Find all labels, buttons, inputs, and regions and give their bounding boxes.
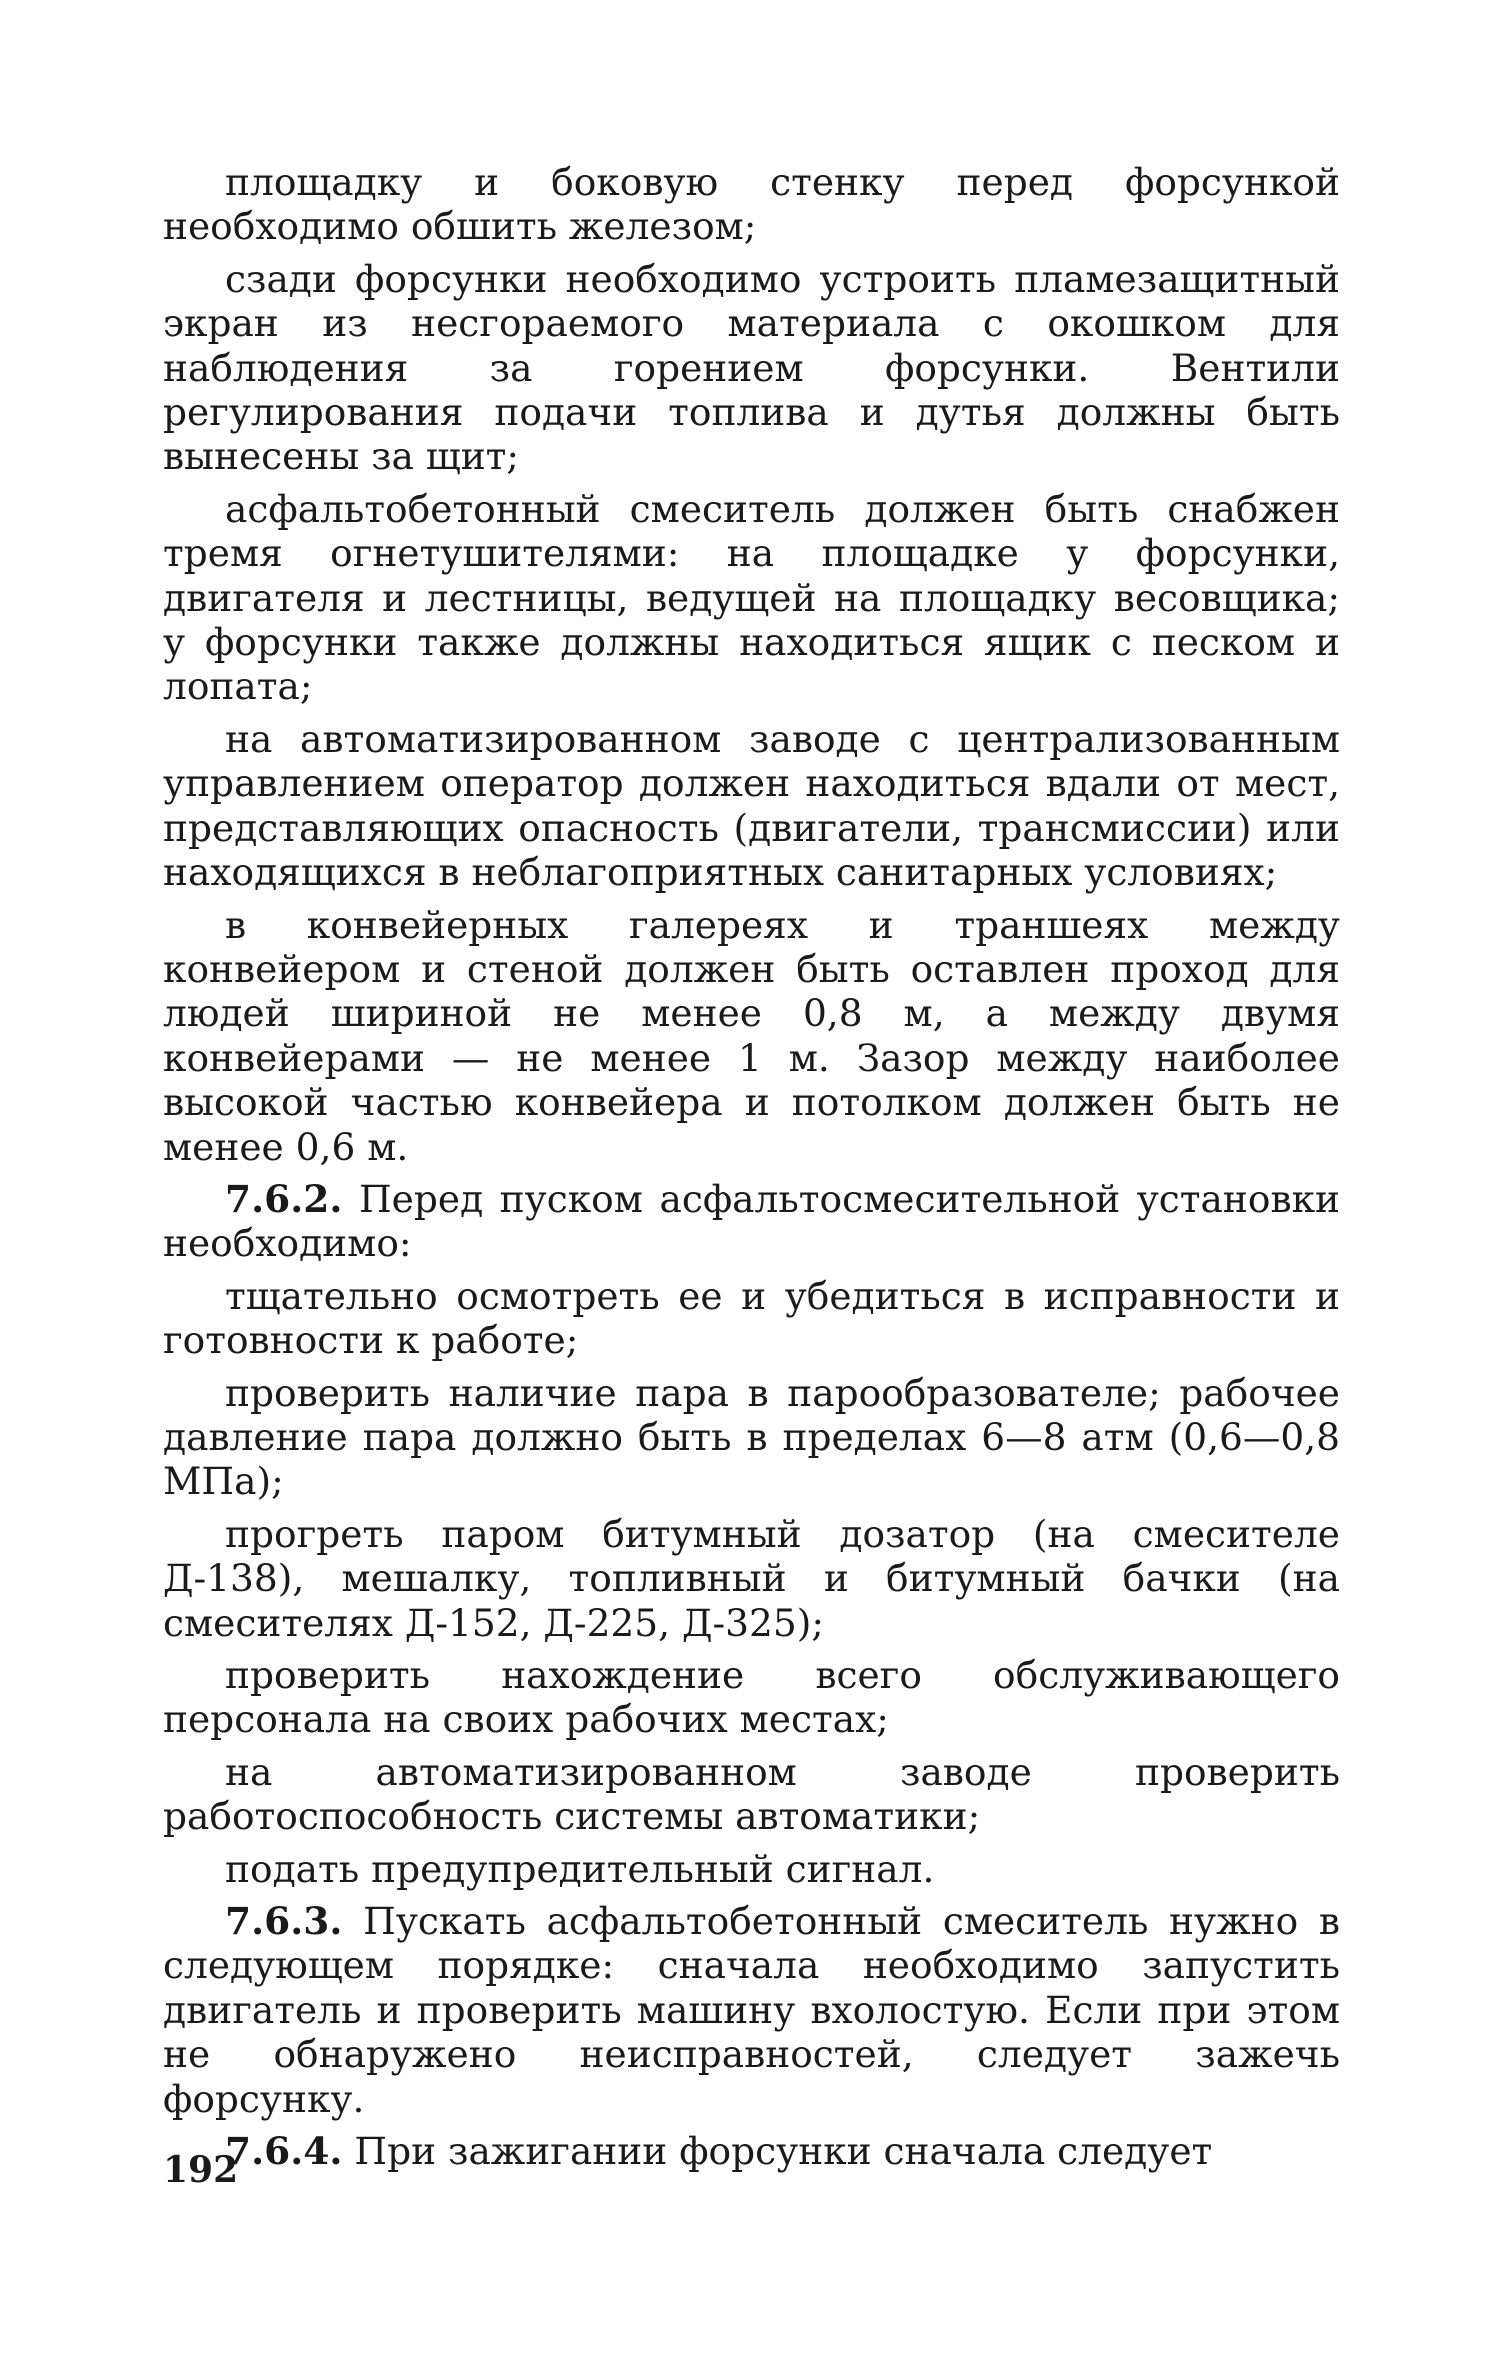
paragraph [163,257,1340,479]
paragraph-text: тщательно осмотреть ее и убедиться в исправности и готовности к работе; [163,1273,1340,1363]
paragraph [163,1899,1340,2121]
paragraph [163,2129,1340,2173]
paragraph [163,717,1340,895]
paragraph-text: проверить нахождение всего обслуживающего персонала на своих рабочих местах; [163,1653,1340,1742]
paragraph-text: в конвейерных галереях и траншеях между конвейером и стеной должен быть оставлен проход для людей шириной не менее 0,8 м, а между двумя конвейерами — не менее 1 м. Зазор между наиболее высокой частью конвейера и потолком должен быть не менее 0,6 м. [163,902,1340,1169]
section-number: 7.6.2. [225,1176,343,1221]
paragraph [163,1653,1340,1742]
paragraph-text: асфальтобетонный смеситель должен быть снабжен тремя огнетушителями: на площадке у форсунки, двигателя и лестницы, ведущей на площадку весовщика; у форсунки также должны находиться ящик с песком и лопата; [163,486,1340,709]
paragraph-text: Перед пуском асфальтосмесительной установки необходимо: [163,1176,1340,1266]
paragraph-text: на автоматизированном заводе с централизованным управлением оператор должен находиться вдали от мест, представляющих опасность (двигатели, трансмиссии) или находящихся в неблагоприятных санитарных условиях; [163,716,1340,895]
paragraph [163,160,1340,249]
paragraph-text: проверить наличие пара в парообразователе; рабочее давление пара должно быть в пределах 6—8 атм (0,6—0,8 МПа); [163,1370,1340,1504]
paragraph [163,1371,1340,1504]
paragraph [163,1274,1340,1363]
section-number: 7.6.3. [225,1899,343,1944]
page-body [163,160,1340,2173]
paragraph-text: сзади форсунки необходимо устроить пламезащитный экран из несгораемого материала с окошком для наблюдения за горением форсунки. Вентили регулирования подачи топлива и дутья должны быть вынесены за щит; [163,256,1340,479]
paragraph [163,487,1340,709]
paragraph-text: При зажигании форсунки сначала следует [342,2129,1213,2174]
page-number: 192 [163,2149,239,2191]
paragraph [163,1847,1340,1891]
section-number: 7.6.4. [225,2129,343,2174]
paragraph-text: Пускать асфальтобетонный смеситель нужно в следующем порядке: сначала необходимо запустить двигатель и проверить машину вхолостую. Если при этом не обнаружено неисправностей, следует зажечь форсунку. [163,1899,1340,2121]
paragraph [163,1750,1340,1839]
paragraph-text: площадку и боковую стенку перед форсункой необходимо обшить железом; [163,160,1340,249]
paragraph [163,1177,1340,1266]
paragraph-text: подать предупредительный сигнал. [225,1846,935,1891]
paragraph-text: прогреть паром битумный дозатор (на смесителе Д-138), мешалку, топливный и битумный бачки (на смесителях Д-152, Д-225, Д-325); [163,1511,1340,1645]
paragraph [163,903,1340,1169]
paragraph-text: на автоматизированном заводе проверить работоспособность системы автоматики; [163,1749,1340,1839]
paragraph [163,1512,1340,1645]
